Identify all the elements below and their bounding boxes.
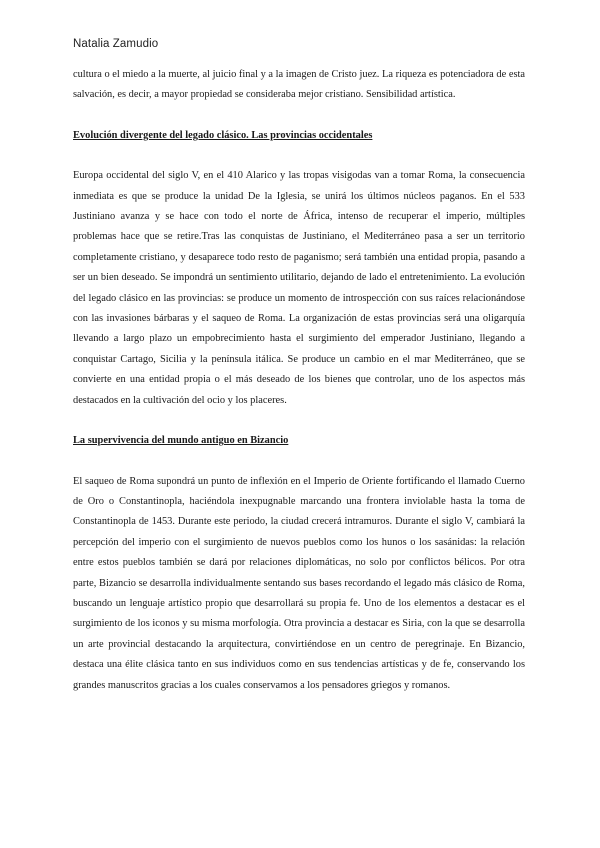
section-heading-byzantium: La supervivencia del mundo antiguo en Bizancio: [73, 435, 289, 447]
section-heading-occidental-provinces: Evolución divergente del legado clásico. Las provincias occidentales: [73, 129, 373, 141]
spacer: [73, 146, 525, 166]
document-body: [73, 65, 525, 696]
section-body-byzantium: El saqueo de Roma supondrá un punto de inflexión en el Imperio de Oriente fortificando el llamado Cuerno de Oro o Constantinopla, haciéndola inexpugnable marcando una frontera inviolable hasta la toma de Constantinopla de 1453. Durante este periodo, la ciudad crecerá intramuros. Durante el siglo V, cambiará la percepción del imperio con el surgimiento de nuevos pueblos como los hunos o los sasánidas: la relación entre estos pueblos también se dará por relaciones diplomáticas, no solo por conflictos bélicos. Por otra parte, Bizancio se desarrolla individualmente sentando sus bases recordando el legado más clásico de Roma, buscando un lenguaje artístico propio que desarrollará su propia fe. Uno de los elementos a destacar es el surgimiento de los iconos y su misma morfología. Otra provincia a destacar es Siria, con la que se desarrolla un arte provincial destacando la arquitectura, convirtiéndose en un centro de peregrinaje. En Bizancio, destaca una élite clásica tanto en sus individuos como en sus tendencias artísticas y de fe, conservando los grandes manuscritos gracias a los cuales conservamos a los pensadores griegos y romanos.: [73, 475, 525, 691]
spacer: [73, 106, 525, 126]
intro-paragraph: cultura o el miedo a la muerte, al juicio final y a la imagen de Cristo juez. La riqueza es potenciadora de esta salvación, es decir, a mayor propiedad se consideraba mejor cristiano. Sensibilidad artística.: [73, 69, 525, 101]
spacer: [73, 411, 525, 431]
header-author-name: Natalia Zamudio: [73, 38, 159, 50]
spacer: [73, 452, 525, 472]
section-body-occidental-provinces: Europa occidental del siglo V, en el 410 Alarico y las tropas visigodas van a tomar Roma, la consecuencia inmediata es que se produce la unidad De la Iglesia, se unirá los últimos núcleos paganos. En el 533 Justiniano avanza y se hace con todo el norte de África, intenso de recuperar el imperio, múltiples problemas hace que se retire.Tras las conquistas de Justiniano, el Mediterráneo pasa a ser un territorio completamente cristiano, y desaparece todo resto de paganismo; será también una entidad propia, pasando a ser un bien deseado. Se impondrá un sentimiento utilitario, dejando de lado el entretenimiento. La evolución del legado clásico en las provincias: se produce un momento de introspección con sus raíces relacionándose con las invasiones bárbaras y el saqueo de Roma. La organización de estas provincias será una oligarquía llevando a largo plazo un empobrecimiento hasta el surgimiento del emperador Justiniano, llegando a conquistar Cartago, Sicilia y la península itálica. Se produce un cambio en el mar Mediterráneo, que se convierte en una entidad propia o el más deseado de los bienes que controlar, uno de los aspectos más destacados en la cultivación del ocio y los placeres.: [73, 170, 525, 406]
